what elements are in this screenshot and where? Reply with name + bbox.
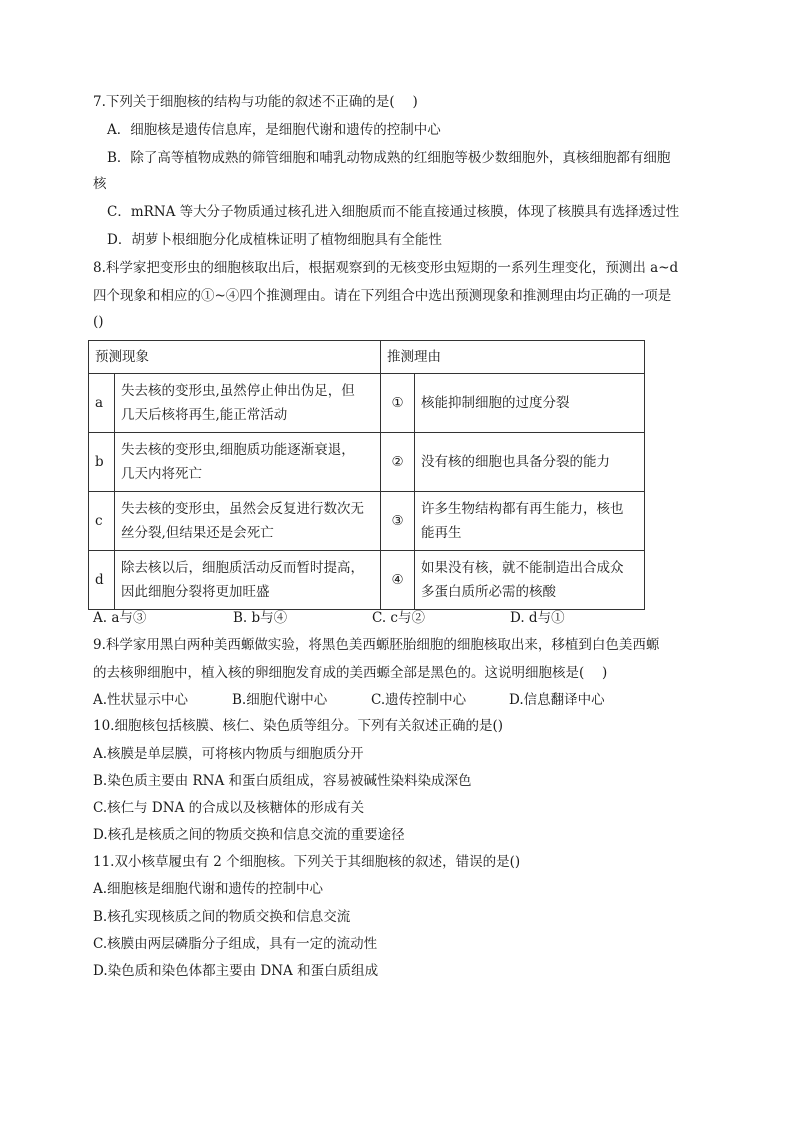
row-reason bbox=[415, 374, 645, 433]
row-phenomenon bbox=[115, 492, 381, 551]
row-label: b bbox=[89, 433, 115, 492]
reason-line: 许多生物结构都有再生能力，核也 bbox=[421, 501, 624, 517]
q11-option-d: D.染色质和染色体都主要由 DNA 和蛋白质组成 bbox=[93, 963, 379, 979]
q11-stem: 11.双小核草履虫有 2 个细胞核。下列关于其细胞核的叙述，错误的是() bbox=[93, 854, 521, 870]
table-row bbox=[89, 433, 645, 492]
q7-option-a: A．细胞核是遗传信息库，是细胞代谢和遗传的控制中心 bbox=[107, 122, 441, 138]
phenomenon-line: 因此细胞分裂将更加旺盛 bbox=[121, 584, 270, 600]
q8-table-header bbox=[89, 341, 645, 374]
q8-option-c: C. c与② bbox=[372, 610, 425, 626]
row-reason bbox=[415, 551, 645, 610]
q8-option-b: B. b与④ bbox=[233, 610, 288, 626]
q7-option-b: B．除了高等植物成熟的筛管细胞和哺乳动物成熟的红细胞等极少数细胞外，真核细胞都有细胞 bbox=[107, 150, 671, 166]
q11-option-b: B.核孔实现核质之间的物质交换和信息交流 bbox=[93, 909, 351, 925]
q7-option-c: C．mRNA 等大分子物质通过核孔进入细胞质而不能直接通过核膜，体现了核膜具有选择透过性 bbox=[107, 204, 680, 220]
q8-option-a: A. a与③ bbox=[93, 610, 147, 626]
q7-option-b-cont: 核 bbox=[93, 176, 107, 192]
row-phenomenon bbox=[115, 551, 381, 610]
q10-option-c: C.核仁与 DNA 的合成以及核糖体的形成有关 bbox=[93, 800, 365, 816]
reason-line: 没有核的细胞也具备分裂的能力 bbox=[421, 454, 610, 470]
q10-option-a: A.核膜是单层膜，可将核内物质与细胞质分开 bbox=[93, 746, 364, 762]
q8-stem-line1: 8.科学家把变形虫的细胞核取出后，根据观察到的无核变形虫短期的一系列生理变化，预测出 a~d bbox=[93, 260, 679, 276]
row-label: a bbox=[89, 374, 115, 433]
q11-option-c: C.核膜由两层磷脂分子组成，具有一定的流动性 bbox=[93, 936, 378, 952]
q8-table bbox=[88, 340, 645, 610]
phenomenon-line: 几天内将死亡 bbox=[121, 466, 202, 482]
row-phenomenon bbox=[115, 374, 381, 433]
row-label: d bbox=[89, 551, 115, 610]
reason-line: 如果没有核，就不能制造出合成众 bbox=[421, 560, 624, 576]
q9-option-d: D.信息翻译中心 bbox=[509, 692, 605, 708]
reason-line: 能再生 bbox=[421, 525, 462, 541]
q11-option-a: A.细胞核是细胞代谢和遗传的控制中心 bbox=[93, 881, 324, 897]
q10-option-b: B.染色质主要由 RNA 和蛋白质组成，容易被碱性染料染成深色 bbox=[93, 773, 472, 789]
q8-option-d: D. d与① bbox=[510, 610, 565, 626]
row-number: ③ bbox=[381, 492, 415, 551]
q9-stem-line1: 9.科学家用黑白两种美西螈做实验，将黑色美西螈胚胎细胞的细胞核取出来，移植到白色美西螈 bbox=[93, 637, 660, 653]
q9-option-a: A.性状显示中心 bbox=[93, 692, 189, 708]
table-row bbox=[89, 551, 645, 610]
q10-option-d: D.核孔是核质之间的物质交换和信息交流的重要途径 bbox=[93, 827, 405, 843]
q7-option-d: D．胡萝卜根细胞分化成植株证明了植物细胞具有全能性 bbox=[107, 232, 442, 248]
row-number: ④ bbox=[381, 551, 415, 610]
q8-stem-line2: 四个现象和相应的①~④四个推测理由。请在下列组合中选出预测现象和推测理由均正确的一项是 bbox=[93, 288, 672, 304]
q9-option-b: B.细胞代谢中心 bbox=[232, 692, 328, 708]
header-reason: 推测理由 bbox=[381, 341, 645, 374]
reason-line: 核能抑制细胞的过度分裂 bbox=[421, 395, 570, 411]
table-row bbox=[89, 374, 645, 433]
table-row bbox=[89, 492, 645, 551]
q10-stem: 10.细胞核包括核膜、核仁、染色质等组分。下列有关叙述正确的是() bbox=[93, 718, 504, 734]
q8-stem-line3: () bbox=[93, 314, 104, 330]
q7-stem: 7.下列关于细胞核的结构与功能的叙述不正确的是( ) bbox=[93, 94, 418, 110]
q9-option-c: C.遗传控制中心 bbox=[371, 692, 467, 708]
row-number: ② bbox=[381, 433, 415, 492]
phenomenon-line: 除去核以后，细胞质活动反而暂时提高， bbox=[121, 560, 364, 576]
phenomenon-line: 失去核的变形虫,虽然停止伸出伪足，但 bbox=[121, 383, 355, 399]
row-reason bbox=[415, 492, 645, 551]
phenomenon-line: 丝分裂,但结果还是会死亡 bbox=[121, 525, 274, 541]
phenomenon-line: 失去核的变形虫,细胞质功能逐渐衰退， bbox=[121, 442, 355, 458]
row-label: c bbox=[89, 492, 115, 551]
reason-line: 多蛋白质所必需的核酸 bbox=[421, 584, 556, 600]
row-reason bbox=[415, 433, 645, 492]
header-phenomenon: 预测现象 bbox=[89, 341, 381, 374]
phenomenon-line: 几天后核将再生,能正常活动 bbox=[121, 407, 288, 423]
q9-stem-line2: 的去核卵细胞中，植入核的卵细胞发育成的美西螈全部是黑色的。这说明细胞核是( ) bbox=[93, 665, 608, 681]
phenomenon-line: 失去核的变形虫，虽然会反复进行数次无 bbox=[121, 501, 364, 517]
row-phenomenon bbox=[115, 433, 381, 492]
row-number: ① bbox=[381, 374, 415, 433]
